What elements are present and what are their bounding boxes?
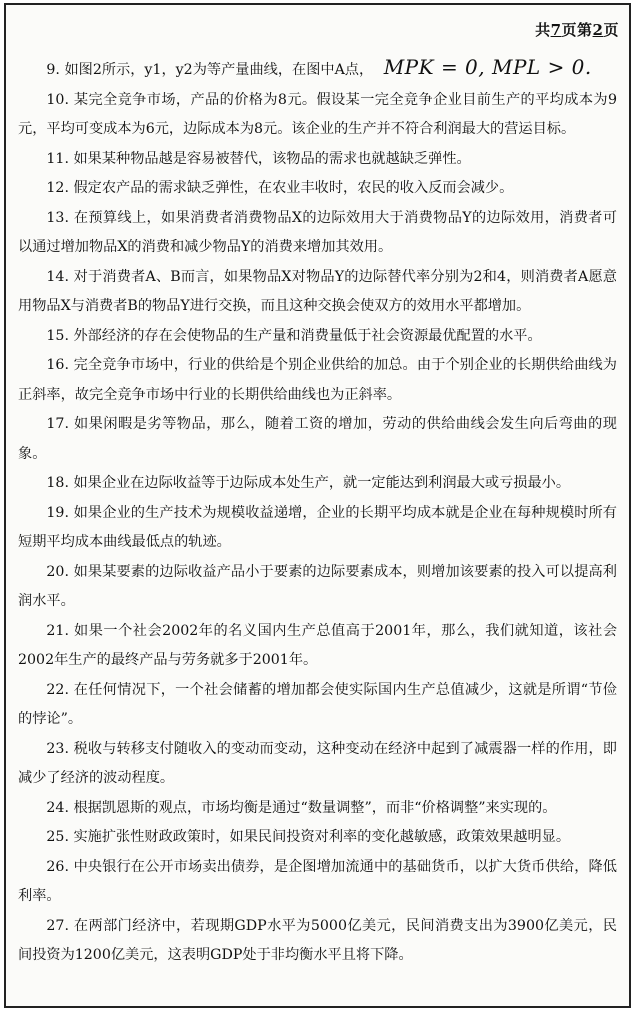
question-text: 如果某要素的边际收益产品小于要素的边际要素成本，则增加该要素的投入可以提高利润水平。: [18, 563, 617, 609]
question-text: 在预算线上，如果消费者消费物品X的边际效用大于消费物品Y的边际效用，消费者可以通过增加物品X的消费和减少物品Y的消费来增加其效用。: [18, 209, 617, 255]
question-item: [18, 263, 617, 322]
question-item: [18, 351, 617, 410]
question-number: 22.: [46, 681, 69, 698]
question-item: [18, 322, 617, 352]
question-text: 如果某种物品越是容易被替代，该物品的需求也就越缺乏弹性。: [73, 150, 471, 167]
question-number: 14.: [46, 268, 69, 285]
question-text: 如果企业的生产技术为规模收益递增，企业的长期平均成本就是企业在每种规模时所有短期平均成本曲线最低点的轨迹。: [18, 504, 617, 550]
question-number: 16.: [46, 357, 69, 373]
header-prefix: 共: [535, 21, 551, 39]
question-text: 在两部门经济中，若现期GDP水平为5000亿美元，民间消费支出为3900亿美元，民间投资为1200亿美元，这表明GDP处于非均衡水平且将下降。: [18, 917, 617, 963]
question-item: [18, 410, 617, 469]
question-text: 如果一个社会2002年的名义国内生产总值高于2001年，那么，我们就知道，该社会2002年生产的最终产品与劳务就多于2001年。: [18, 622, 618, 668]
question-number: 27.: [46, 917, 69, 934]
question-number: 9.: [46, 62, 60, 78]
question-number: 15.: [46, 327, 69, 344]
question-number: 25.: [46, 829, 69, 845]
question-number: 18.: [46, 475, 69, 491]
question-item: [18, 204, 617, 263]
question-item: [18, 86, 617, 145]
question-text: 如果闲暇是劣等物品，那么，随着工资的增加，劳动的供给曲线会发生向后弯曲的现象。: [18, 416, 617, 462]
question-text: 某完全竞争市场，产品的价格为8元。假设某一完全竞争企业目前生产的平均成本为9元，平均可变成本为6元，边际成本为8元。该企业的生产并不符合利润最大的营运目标。: [18, 91, 617, 137]
question-text: 外部经济的存在会使物品的生产量和消费量低于社会资源最优配置的水平。: [73, 327, 542, 344]
header-middle: 页第: [561, 21, 593, 39]
question-text: 中央银行在公开市场卖出债券，是企图增加流通中的基础货币，以扩大货币供给，降低利率。: [18, 858, 617, 904]
exam-page: [4, 3, 631, 1008]
question-text: 完全竞争市场中，行业的供给是个别企业供给的加总。由于个别企业的长期供给曲线为正斜率，故完全竞争市场中行业的长期供给曲线也为正斜率。: [18, 357, 617, 403]
question-number: 19.: [46, 504, 69, 521]
question-number: 21.: [46, 622, 69, 639]
question-item: [18, 794, 617, 824]
question-item: [18, 145, 617, 175]
page-number-header: [535, 19, 619, 40]
question-item: [18, 53, 617, 86]
question-number: 17.: [46, 416, 69, 432]
question-text: 假定农产品的需求缺乏弹性，在农业丰收时，农民的收入反而会减少。: [73, 180, 514, 196]
question-text: 根据凯恩斯的观点，市场均衡是通过“数量调整”，而非“价格调整”来实现的。: [73, 799, 557, 816]
question-text: 实施扩张性财政政策时，如果民间投资对利率的变化越敏感，政策效果越明显。: [73, 829, 571, 845]
question-item: [18, 558, 617, 617]
question-item: [18, 174, 617, 204]
question-number: 24.: [46, 799, 69, 816]
question-number: 13.: [46, 209, 69, 226]
question-item: [18, 853, 617, 912]
question-item: [18, 469, 617, 499]
header-suffix: 页: [603, 21, 619, 39]
question-number: 11.: [46, 150, 69, 167]
question-item: [18, 617, 617, 676]
question-number: 26.: [46, 858, 69, 875]
question-text: 对于消费者A、B而言，如果物品X对物品Y的边际替代率分别为2和4，则消费者A愿意用物品X与消费者B的物品Y进行交换，而且这种交换会使双方的效用水平都增加。: [18, 268, 617, 314]
question-item: [18, 912, 617, 971]
question-number: 23.: [46, 740, 69, 757]
question-number: 10.: [46, 91, 69, 108]
total-pages: 7: [550, 21, 562, 39]
question-item: [18, 676, 617, 735]
question-text: 税收与转移支付随收入的变动而变动，这种变动在经济中起到了减震器一样的作用，即减少了经济的波动程度。: [18, 740, 617, 786]
question-item: [18, 735, 617, 794]
question-list: [18, 53, 617, 971]
question-text: 如图2所示，y1，y2为等产量曲线，在图中A点，: [64, 62, 374, 78]
question-number: 20.: [46, 563, 69, 580]
question-text: 在任何情况下，一个社会储蓄的增加都会使实际国内生产总值减少，这就是所谓“节俭的悖论”。: [18, 681, 617, 727]
question-item: [18, 823, 617, 853]
question-item: [18, 499, 617, 558]
question-text: 如果企业在边际收益等于边际成本处生产，就一定能达到利润最大或亏损最小。: [73, 475, 571, 491]
question-number: 12.: [46, 180, 69, 196]
question-formula: MPK = 0, MPL > 0.: [383, 55, 592, 79]
current-page: 2: [592, 21, 604, 39]
